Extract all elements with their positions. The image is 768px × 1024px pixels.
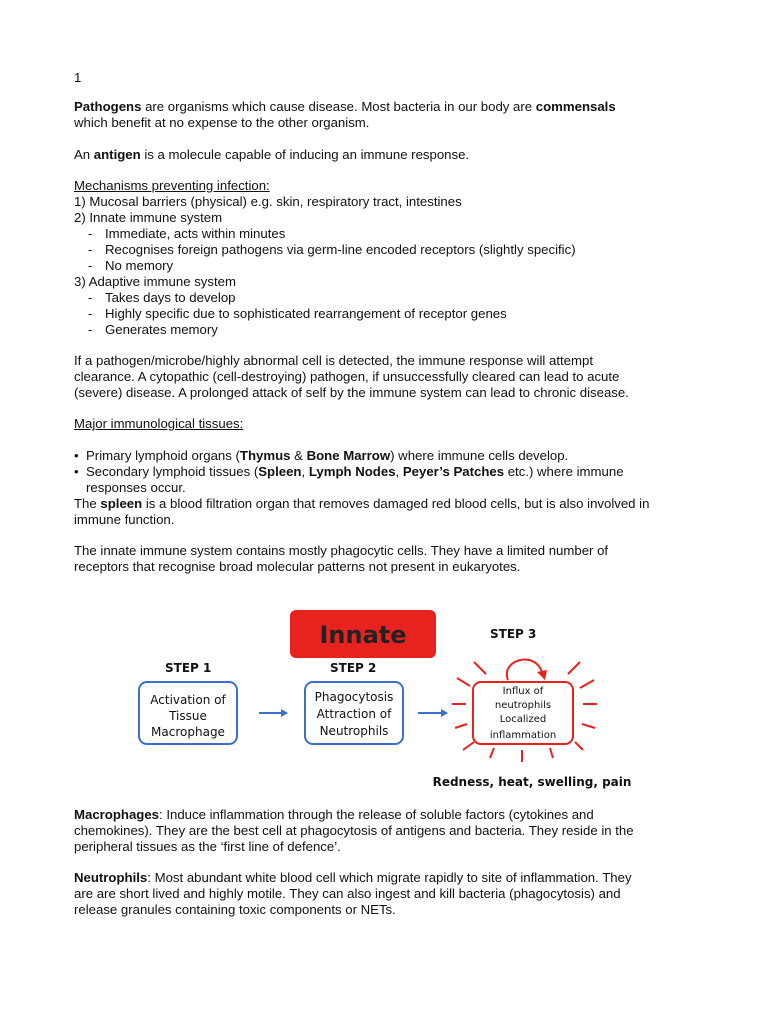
text: responses occur.	[86, 480, 186, 495]
text: etc.) where immune	[504, 464, 624, 479]
diagram-caption: Redness, heat, swelling, pain	[432, 775, 632, 789]
arrowhead-icon	[441, 709, 448, 717]
step2-label: STEP 2	[330, 661, 377, 675]
step1-box-line: Tissue	[169, 709, 207, 723]
text: Generates memory	[105, 322, 218, 337]
text: ,	[395, 464, 403, 479]
text: is a blood filtration organ that removes damaged red blood cells, but is also involved in	[142, 496, 650, 511]
text: Secondary lymphoid tissues (	[86, 464, 259, 479]
text: &	[290, 448, 307, 463]
term-commensals: commensals	[535, 99, 616, 114]
text: which benefit at no expense to the other organism.	[74, 115, 370, 130]
text: peripheral tissues as the ‘first line of defence’.	[74, 839, 341, 854]
text: receptors that recognise broad molecular patterns not present in eukaryotes.	[74, 559, 521, 574]
term-peyers-patches: Peyer’s Patches	[402, 464, 505, 479]
arrowhead-icon	[281, 709, 288, 717]
text: Immediate, acts within minutes	[105, 226, 286, 241]
text: If a pathogen/microbe/highly abnormal cell is detected, the immune response will attempt	[74, 353, 593, 368]
dash: -	[88, 322, 93, 337]
term-bone-marrow: Bone Marrow	[306, 448, 391, 463]
text: immune function.	[74, 512, 175, 527]
mechanism-item-1: 1) Mucosal barriers (physical) e.g. skin, respiratory tract, intestines	[74, 194, 462, 209]
text: Highly specific due to sophisticated rearrangement of receptor genes	[105, 306, 507, 321]
term-spleen: spleen	[100, 496, 143, 511]
step3-box-line: Localized	[499, 714, 547, 725]
text: ,	[301, 464, 309, 479]
text: Takes days to develop	[105, 290, 236, 305]
text: : Induce inflammation through the release of soluble factors (cytokines and	[159, 807, 594, 822]
text: ) where immune cells develop.	[390, 448, 569, 463]
text: No memory	[105, 258, 174, 273]
mechanism-item-3: 3) Adaptive immune system	[74, 274, 236, 289]
antigen-paragraph	[74, 147, 469, 163]
term-lymph-nodes: Lymph Nodes	[308, 464, 396, 479]
text: Primary lymphoid organs (	[86, 448, 240, 463]
bullet: •	[74, 448, 79, 463]
innate-title: Innate	[319, 621, 407, 649]
text: The	[74, 496, 101, 511]
text: are organisms which cause disease. Most bacteria in our body are	[141, 99, 536, 114]
text: Recognises foreign pathogens via germ-line encoded receptors (slightly specific)	[105, 242, 576, 257]
dash: -	[88, 306, 93, 321]
bullet: •	[74, 464, 79, 479]
text: (severe) disease. A prolonged attack of self by the immune system can lead to chronic disease.	[74, 385, 629, 400]
step3-box-line: inflammation	[489, 730, 557, 741]
text: is a molecule capable of inducing an immune response.	[140, 147, 470, 162]
step3-box-line: Influx of	[502, 686, 544, 697]
mechanisms-heading: Mechanisms preventing infection:	[74, 178, 270, 193]
step1-label: STEP 1	[165, 661, 212, 675]
dash: -	[88, 242, 93, 257]
text: An	[74, 147, 94, 162]
step3-label: STEP 3	[490, 627, 537, 641]
text: The innate immune system contains mostly phagocytic cells. They have a limited number of	[74, 543, 609, 558]
step2-box-line: Neutrophils	[319, 724, 389, 738]
text: : Most abundant white blood cell which migrate rapidly to site of inflammation. They	[147, 870, 632, 885]
mechanism-item-2: 2) Innate immune system	[74, 210, 223, 225]
dash: -	[88, 258, 93, 273]
text: are are short lived and highly motile. They can also ingest and kill bacteria (phagocytosis) and	[74, 886, 621, 901]
text: chemokines). They are the best cell at phagocytosis of antigens and bacteria. They reside in the	[74, 823, 634, 838]
text	[86, 448, 568, 463]
page-number: 1	[74, 70, 82, 85]
term-neutrophils: Neutrophils	[74, 870, 148, 885]
term-pathogens: Pathogens	[74, 99, 142, 114]
tissues-heading: Major immunological tissues:	[74, 416, 244, 431]
step1-box-line: Macrophage	[151, 725, 225, 739]
step3-box-line: neutrophils	[494, 700, 552, 711]
text: release granules containing toxic components or NETs.	[74, 902, 396, 917]
arrowhead-icon	[537, 670, 547, 680]
text: clearance. A cytopathic (cell-destroying) pathogen, if unsuccessfully cleared can lead to acute	[74, 369, 620, 384]
text	[86, 464, 624, 479]
dash: -	[88, 290, 93, 305]
term-antigen: antigen	[93, 147, 141, 162]
term-macrophages: Macrophages	[74, 807, 160, 822]
loop-arrow-icon	[507, 660, 542, 680]
term-spleen: Spleen	[258, 464, 302, 479]
step2-box-line: Phagocytosis	[314, 690, 394, 704]
step1-box-line: Activation of	[150, 693, 226, 707]
term-thymus: Thymus	[239, 448, 291, 463]
innate-steps-diagram	[0, 600, 768, 800]
dash: -	[88, 226, 93, 241]
step2-box-line: Attraction of	[316, 707, 392, 721]
